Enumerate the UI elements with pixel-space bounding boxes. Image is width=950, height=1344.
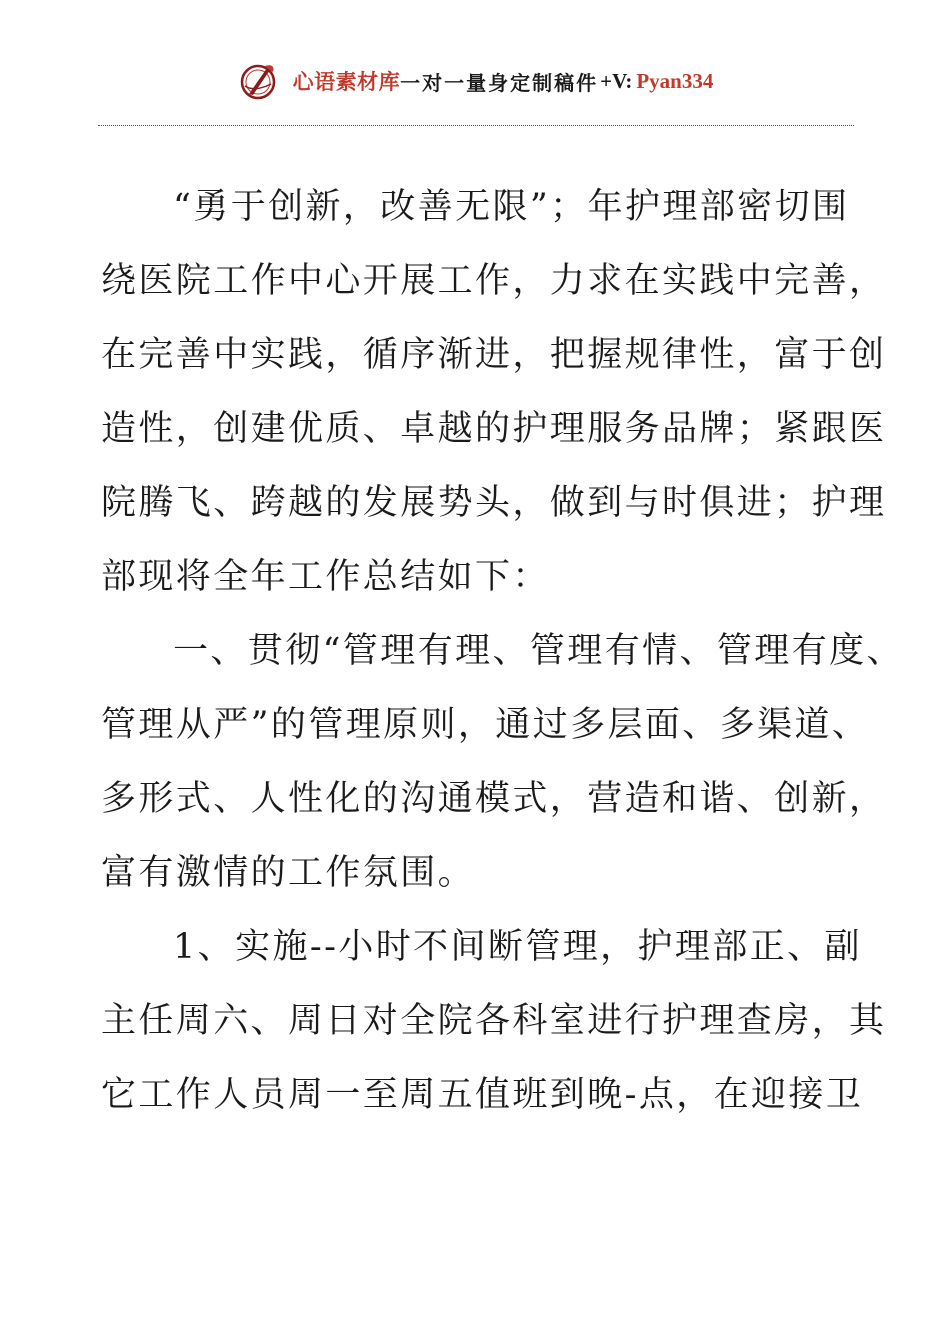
paragraph-line: 一、贯彻“管理有理、管理有情、管理有度、 <box>173 631 904 671</box>
paragraph-line: 富有激情的工作氛围。 <box>101 853 476 893</box>
paragraph-line: 院腾飞、跨越的发展势头，做到与时俱进；护理 <box>101 483 887 523</box>
page-header <box>0 56 950 106</box>
paragraph-line: “勇于创新，改善无限”；年护理部密切围 <box>173 187 850 227</box>
header-divider <box>98 125 854 126</box>
paragraph-line: 多形式、人性化的沟通模式，营造和谐、创新， <box>101 779 887 819</box>
paragraph-line: 造性，创建优质、卓越的护理服务品牌；紧跟医 <box>101 409 887 449</box>
header-slogan: 一对一量身定制稿件 <box>400 70 599 95</box>
quill-pen-logo-icon <box>237 60 279 102</box>
paragraph-line: 在完善中实践，循序渐进，把握规律性，富于创 <box>101 335 887 375</box>
paragraph-line: 1、实施--小时不间断管理，护理部正、副 <box>173 927 862 967</box>
paragraph-line: 部现将全年工作总结如下： <box>101 557 550 597</box>
paragraph-line: 主任周六、周日对全院各科室进行护理查房，其 <box>101 1001 887 1041</box>
contact-id: Pyan334 <box>636 68 714 93</box>
document-body <box>101 170 904 1132</box>
paragraph-line: 它工作人员周一至周五值班到晚-点，在迎接卫 <box>101 1075 864 1115</box>
brand-name: 心语素材库 <box>292 69 401 94</box>
paragraph-line: 绕医院工作中心开展工作，力求在实践中完善， <box>101 261 887 301</box>
contact-label: +V: <box>600 68 633 93</box>
paragraph-line: 管理从严”的管理原则，通过多层面、多渠道、 <box>101 705 870 745</box>
